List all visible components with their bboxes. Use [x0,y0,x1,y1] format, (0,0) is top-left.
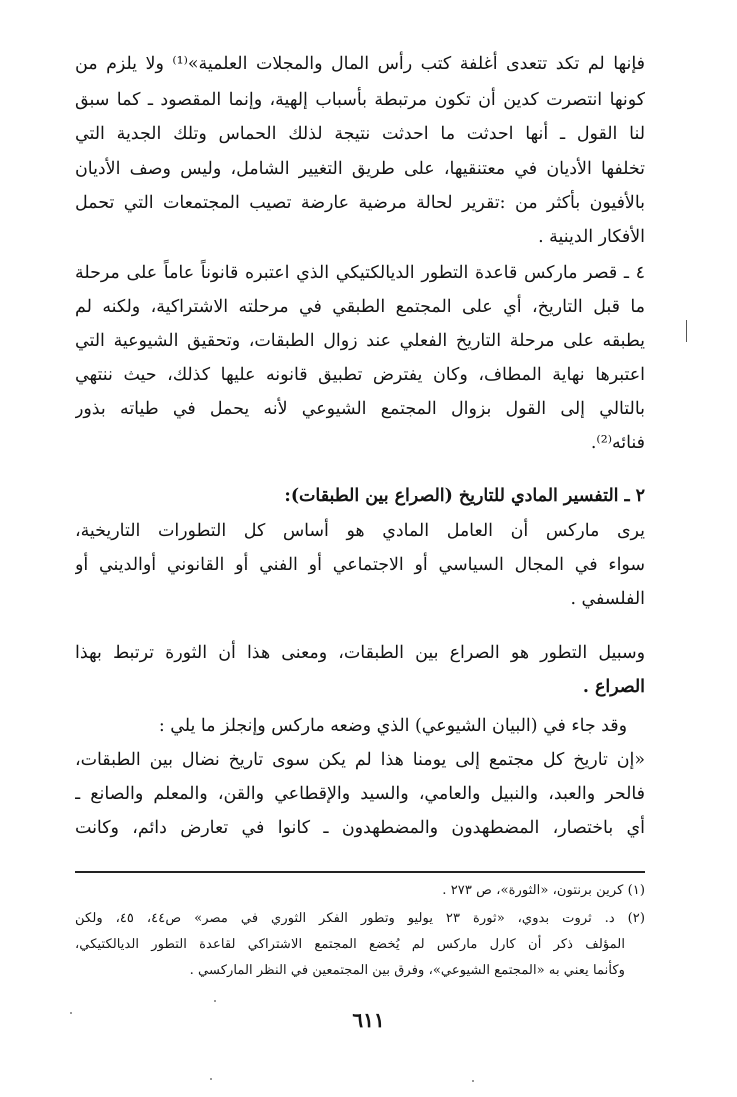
section-heading: ٢ ـ التفسير المادي للتاريخ (الصراع بين الطبقات): [284,486,645,506]
quote-line: «إن تاريخ كل مجتمع إلى يومنا هذا لم يكن سوى تاريخ نضال بين الطبقات، [75,750,645,770]
scan-speck [210,1078,212,1080]
footnote-line: (٢) د. ثروت بدوي، «ثورة ٢٣ يوليو وتطور الفكر الثوري في مصر» ص٤٤، ٤٥، ولكن [75,911,645,926]
body-line: الصراع . [582,677,645,697]
body-line: سواء في المجال السياسي أو الاجتماعي أو الفني أو القانوني أوالديني أو [75,555,645,575]
body-line: ما قبل التاريخ، أي على المجتمع الطبقي في مرحلته الاشتراكية، ولكنه لم [75,297,645,317]
body-line: يرى ماركس أن العامل المادي هو أساس كل التطورات التاريخية، [75,521,645,541]
footnote-line: (١) كرين برنتون، «الثورة»، ص ٢٧٣ . [442,883,645,898]
body-line: فنائه⁽²⁾. [590,433,645,453]
body-line: اعتبرها نهاية المطاف، وكان يفترض تطبيق قانونه عليها كذلك، حيث ننتهي [75,365,645,385]
quote-line: أي باختصار، المضطهدون والمضطهدون ـ كانوا في تعارض دائم، وكانت [75,818,645,838]
body-line: الفلسفي . [570,589,645,609]
page-number: ٦١١ [352,1008,385,1032]
footnote-line: المؤلف ذكر أن كارل ماركس لم يُخضع المجتمع الاشتراكي لقاعدة التطور الديالكتيكي، [75,937,625,952]
scan-speck [214,1000,216,1002]
quote-line: فالحر والعبد، والنبيل والعامي، والسيد والإقطاعي والقن، والمعلم والصانع ـ [75,784,645,804]
scan-speck [472,1080,474,1082]
body-line: بالأفيون بأكثر من :تقرير لحالة مرضية عارضة تصيب المجتمعات التي تحمل [75,193,645,213]
body-line: فإنها لم تكد تتعدى أغلفة كتب رأس المال والمجلات العلمية»⁽¹⁾ ولا يلزم من [75,54,645,74]
body-line: الأفكار الدينية . [538,227,645,247]
body-line: لنا القول ـ أنها احدثت ما احدثت نتيجة لذلك الحماس وتلك الجدية التي [75,124,645,144]
body-line: يطبقه على مرحلة التاريخ الفعلي عند زوال الطبقات، وتحقيق الشيوعية التي [75,331,645,351]
body-line: وقد جاء في (البيان الشيوعي) الذي وضعه ماركس وإنجلز ما يلي : [158,716,627,736]
body-line: كونها انتصرت كدين أن تكون مرتبطة بأسباب إلهية، وإنما المقصود ـ كما سبق [75,90,645,110]
scan-speck [70,1012,72,1014]
footnote-line: وكأنما يعني به «المجتمع الشيوعي»، وفرق بين المجتمعين في النظر الماركسي . [189,963,625,978]
footnote-divider [75,871,645,873]
body-line: تخلفها الأديان في معتنقيها، على طريق التغيير الشامل، وليس وصف الأديان [75,159,645,179]
margin-mark [686,320,687,342]
body-line: ٤ ـ قصر ماركس قاعدة التطور الديالكتيكي الذي اعتبره قانوناً عاماً على مرحلة [75,263,645,283]
body-line: وسبيل التطور هو الصراع بين الطبقات، ومعنى هذا أن الثورة ترتبط بهذا [75,643,645,663]
body-line: بالتالي إلى القول بزوال المجتمع الشيوعي لأنه يحمل في طياته بذور [75,399,645,419]
